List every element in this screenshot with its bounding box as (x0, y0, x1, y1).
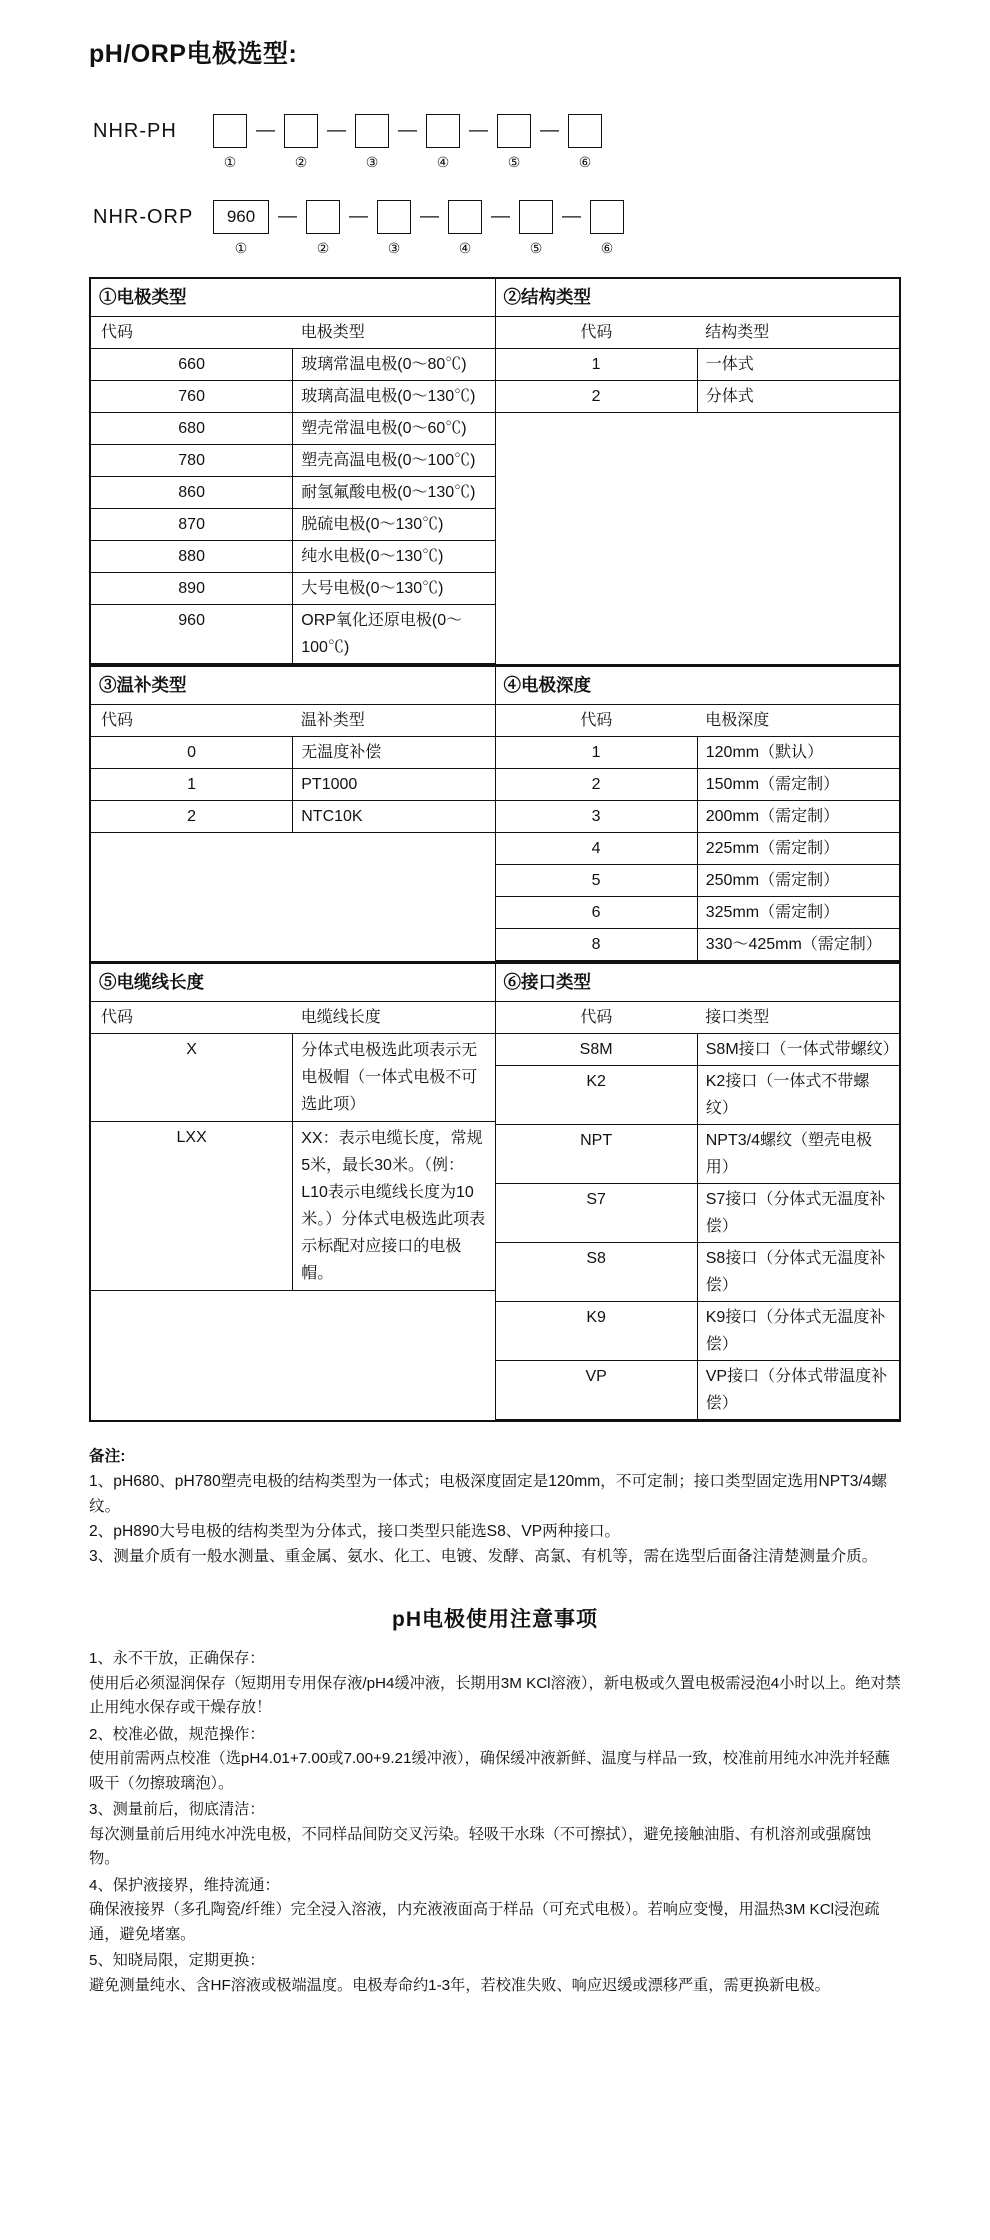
dash-separator: — (562, 206, 581, 227)
row-name: 大号电极(0～130℃) (293, 573, 495, 605)
slot-index-6: ⑥ (600, 240, 614, 256)
section-2-left (91, 667, 496, 962)
slot-group-1 (213, 114, 247, 171)
section-head-connector-type: ⑥接口类型 (496, 964, 900, 1002)
slot-index-1: ① (234, 240, 248, 256)
table-row (496, 1125, 900, 1184)
table-row (496, 769, 900, 801)
table-row (496, 833, 900, 865)
row-name: 325mm（需定制） (697, 897, 899, 929)
row-name: ORP氧化还原电极(0～100℃) (293, 605, 495, 664)
note-item-1: 1、pH680、pH780塑壳电极的结构类型为一体式；电极深度固定是120mm，不可定制；接口类型固定选用NPT3/4螺纹。 (89, 1473, 887, 1515)
model-prefix-ph: NHR-PH (93, 120, 177, 142)
row-code: VP (496, 1361, 698, 1420)
row-code: 8 (496, 929, 698, 961)
table-row (496, 1361, 900, 1420)
slot-index-2: ② (316, 240, 330, 256)
row-name: S8接口（分体式无温度补偿） (697, 1243, 899, 1302)
row-name: 无温度补偿 (293, 737, 495, 769)
slot-box-4[interactable] (426, 114, 460, 148)
dash-separator: — (256, 120, 275, 141)
dash-separator: — (278, 206, 297, 227)
row-code: 6 (496, 897, 698, 929)
row-code: K2 (496, 1066, 698, 1125)
colhead-name: 电极深度 (697, 705, 899, 737)
row-code: 890 (91, 573, 293, 605)
table-row (91, 737, 495, 769)
colhead-name: 电极类型 (293, 317, 495, 349)
row-name: VP接口（分体式带温度补偿） (697, 1361, 899, 1420)
slot-index-4: ④ (458, 240, 472, 256)
page-title: pH/ORP电极选型: (89, 40, 298, 68)
table-row (91, 1122, 495, 1291)
row-code: 1 (496, 737, 698, 769)
section-2-right (495, 667, 900, 962)
section-head-cable-length: ⑤电缆线长度 (91, 964, 495, 1002)
slot-group-3 (377, 200, 411, 257)
table-row (496, 1034, 900, 1066)
row-code: S7 (496, 1184, 698, 1243)
row-name: 250mm（需定制） (697, 865, 899, 897)
attention-head-4: 4、保护液接界，维持流通： (89, 1876, 280, 1894)
row-code: S8 (496, 1243, 698, 1302)
row-code: K9 (496, 1302, 698, 1361)
row-code: 2 (496, 381, 698, 413)
row-name: 330～425mm（需定制） (697, 929, 899, 961)
colhead-code: 代码 (496, 1002, 698, 1034)
slot-index-1: ① (223, 154, 237, 170)
model-code-row-orp (93, 200, 945, 257)
selection-section-2 (89, 666, 901, 963)
row-code: LXX (91, 1122, 293, 1291)
note-item-2: 2、pH890大号电极的结构类型为分体式，接口类型只能选S8、VP两种接口。 (89, 1523, 621, 1540)
dash-separator: — (420, 206, 439, 227)
table-row (496, 1184, 900, 1243)
slot-box-2[interactable] (306, 200, 340, 234)
row-name: S8M接口（一体式带螺纹） (697, 1034, 899, 1066)
slot-index-5: ⑤ (529, 240, 543, 256)
slot-group-2 (284, 114, 318, 171)
row-name: 150mm（需定制） (697, 769, 899, 801)
dash-separator: — (540, 120, 559, 141)
row-name: 耐氢氟酸电极(0～130℃) (293, 477, 495, 509)
row-name: 塑壳常温电极(0～60℃) (293, 413, 495, 445)
model-slots-ph (213, 114, 602, 171)
slot-box-6[interactable] (590, 200, 624, 234)
colhead-code: 代码 (496, 317, 698, 349)
model-slots-orp (213, 200, 624, 257)
row-name: NPT3/4螺纹（塑壳电极用） (697, 1125, 899, 1184)
notes-label: 备注: (89, 1448, 126, 1465)
row-code: 1 (91, 769, 293, 801)
row-name: 一体式 (697, 349, 899, 381)
slot-box-3[interactable] (355, 114, 389, 148)
attention-head-1: 1、永不干放，正确保存： (89, 1650, 265, 1667)
row-name: S7接口（分体式无温度补偿） (697, 1184, 899, 1243)
row-name: 225mm（需定制） (697, 833, 899, 865)
dash-separator: — (469, 120, 488, 141)
colhead-name: 温补类型 (293, 705, 495, 737)
row-code: 4 (496, 833, 698, 865)
slot-box-3[interactable] (377, 200, 411, 234)
dash-separator: — (491, 206, 510, 227)
selection-section-3 (89, 963, 901, 1422)
attention-body-4: 确保液接界（多孔陶瓷/纤维）完全浸入溶液，内充液液面高于样品（可充式电极）。若响应变慢，用温热3M KCl浸泡疏通，避免堵塞。 (89, 1901, 880, 1943)
row-name: 120mm（默认） (697, 737, 899, 769)
row-name: K9接口（分体式无温度补偿） (697, 1302, 899, 1361)
row-code: 660 (91, 349, 293, 381)
attention-body-3: 每次测量前后用纯水冲洗电极，不同样品间防交叉污染。轻吸干水珠（不可擦拭），避免接触油脂、有机溶剂或强腐蚀物。 (89, 1825, 872, 1867)
section-1-left (91, 279, 496, 665)
attention-title: pH电极使用注意事项 (392, 1608, 598, 1631)
slot-box-6[interactable] (568, 114, 602, 148)
table-row (91, 413, 495, 445)
row-code: 5 (496, 865, 698, 897)
table-row (496, 381, 900, 413)
row-code: 870 (91, 509, 293, 541)
row-code: 0 (91, 737, 293, 769)
table-row (91, 477, 495, 509)
table-row (91, 541, 495, 573)
attention-body-5: 避免测量纯水、含HF溶液或极端温度。电极寿命约1-3年，若校准失败、响应迟缓或漂移严重，需更换新电极。 (89, 1976, 830, 1994)
slot-group-4 (448, 200, 482, 257)
row-code: 2 (91, 801, 293, 833)
table-row (91, 573, 495, 605)
slot-index-3: ③ (365, 154, 379, 170)
table-row (496, 801, 900, 833)
table-row (91, 349, 495, 381)
row-code: 3 (496, 801, 698, 833)
row-name: PT1000 (293, 769, 495, 801)
slot-box-5[interactable] (497, 114, 531, 148)
row-code: 960 (91, 605, 293, 664)
slot-box-5[interactable] (519, 200, 553, 234)
model-prefix-orp: NHR-ORP (93, 206, 194, 228)
row-code: 760 (91, 381, 293, 413)
attention-block (89, 1647, 901, 1998)
slot-index-3: ③ (387, 240, 401, 256)
row-code: NPT (496, 1125, 698, 1184)
row-name: NTC10K (293, 801, 495, 833)
table-row (496, 349, 900, 381)
dash-separator: — (327, 120, 346, 141)
table-row (91, 1034, 495, 1122)
slot-group-5 (497, 114, 531, 171)
row-name: 脱硫电极(0～130℃) (293, 509, 495, 541)
table-row (496, 1243, 900, 1302)
selection-section-1 (89, 277, 901, 666)
table-row (91, 381, 495, 413)
slot-box-1[interactable] (213, 114, 247, 148)
model-code-row-ph (93, 114, 945, 171)
colhead-code: 代码 (91, 705, 293, 737)
attention-body-2: 使用前需两点校准（选pH4.01+7.00或7.00+9.21缓冲液），确保缓冲液新鲜、温度与样品一致，校准前用纯水冲洗并轻蘸吸干（勿擦玻璃泡）。 (89, 1750, 890, 1792)
slot-group-1 (213, 200, 269, 257)
table-row (91, 509, 495, 541)
slot-group-5 (519, 200, 553, 257)
row-code: S8M (496, 1034, 698, 1066)
slot-box-2[interactable] (284, 114, 318, 148)
section-head-structure-type: ②结构类型 (496, 279, 900, 317)
colhead-name: 接口类型 (697, 1002, 899, 1034)
row-name: K2接口（一体式不带螺纹） (697, 1066, 899, 1125)
attention-head-3: 3、测量前后，彻底清洁： (89, 1801, 265, 1818)
table-row (496, 737, 900, 769)
table-row (496, 897, 900, 929)
row-code: 860 (91, 477, 293, 509)
attention-head-2: 2、校准必做，规范操作： (89, 1725, 265, 1743)
colhead-name: 结构类型 (697, 317, 899, 349)
table-row (91, 445, 495, 477)
table-row (496, 929, 900, 961)
row-name: 分体式电极选此项表示无电极帽（一体式电极不可选此项） (293, 1034, 495, 1122)
section-1-right (495, 279, 900, 665)
row-name: 玻璃常温电极(0～80℃) (293, 349, 495, 381)
slot-group-6 (590, 200, 624, 257)
notes-block (89, 1444, 901, 1569)
row-name: 分体式 (697, 381, 899, 413)
attention-head-5: 5、知晓局限，定期更换： (89, 1952, 265, 1969)
row-name: 纯水电极(0～130℃) (293, 541, 495, 573)
colhead-name: 电缆线长度 (293, 1002, 495, 1034)
row-name: 玻璃高温电极(0～130℃) (293, 381, 495, 413)
section-3-right (495, 964, 900, 1421)
slot-index-4: ④ (436, 154, 450, 170)
note-item-3: 3、测量介质有一般水测量、重金属、氨水、化工、电镀、发酵、高氯、有机等，需在选型后面备注清楚测量介质。 (89, 1548, 878, 1565)
row-code: 2 (496, 769, 698, 801)
slot-group-6 (568, 114, 602, 171)
colhead-code: 代码 (91, 1002, 293, 1034)
section-head-electrode-depth: ④电极深度 (496, 667, 900, 705)
table-row (496, 1302, 900, 1361)
slot-group-3 (355, 114, 389, 171)
attention-body-1: 使用后必须湿润保存（短期用专用保存液/pH4缓冲液，长期用3M KCl溶液），新电极或久置电极需浸泡4小时以上。绝对禁止用纯水保存或干燥存放！ (89, 1674, 901, 1716)
colhead-code: 代码 (91, 317, 293, 349)
section-3-left (91, 964, 496, 1421)
row-code: 680 (91, 413, 293, 445)
row-name: XX：表示电缆长度，常规5米，最长30米。（例：L10表示电缆线长度为10米。）分体式电极选此项表示标配对应接口的电极帽。 (293, 1122, 495, 1291)
table-row (496, 865, 900, 897)
table-row (91, 605, 495, 664)
table-row (91, 801, 495, 833)
section-head-temp-comp-type: ③温补类型 (91, 667, 495, 705)
slot-group-2 (306, 200, 340, 257)
colhead-code: 代码 (496, 705, 698, 737)
slot-group-4 (426, 114, 460, 171)
row-code: 1 (496, 349, 698, 381)
table-row (496, 1066, 900, 1125)
slot-index-5: ⑤ (507, 154, 521, 170)
row-code: 780 (91, 445, 293, 477)
row-code: X (91, 1034, 293, 1122)
section-head-electrode-type: ①电极类型 (91, 279, 495, 317)
slot-box-4[interactable] (448, 200, 482, 234)
dash-separator: — (398, 120, 417, 141)
slot-index-6: ⑥ (578, 154, 592, 170)
row-code: 880 (91, 541, 293, 573)
row-name: 塑壳高温电极(0～100℃) (293, 445, 495, 477)
dash-separator: — (349, 206, 368, 227)
table-row (91, 769, 495, 801)
slot-index-2: ② (294, 154, 308, 170)
row-name: 200mm（需定制） (697, 801, 899, 833)
slot-box-1[interactable]: 960 (213, 200, 269, 234)
